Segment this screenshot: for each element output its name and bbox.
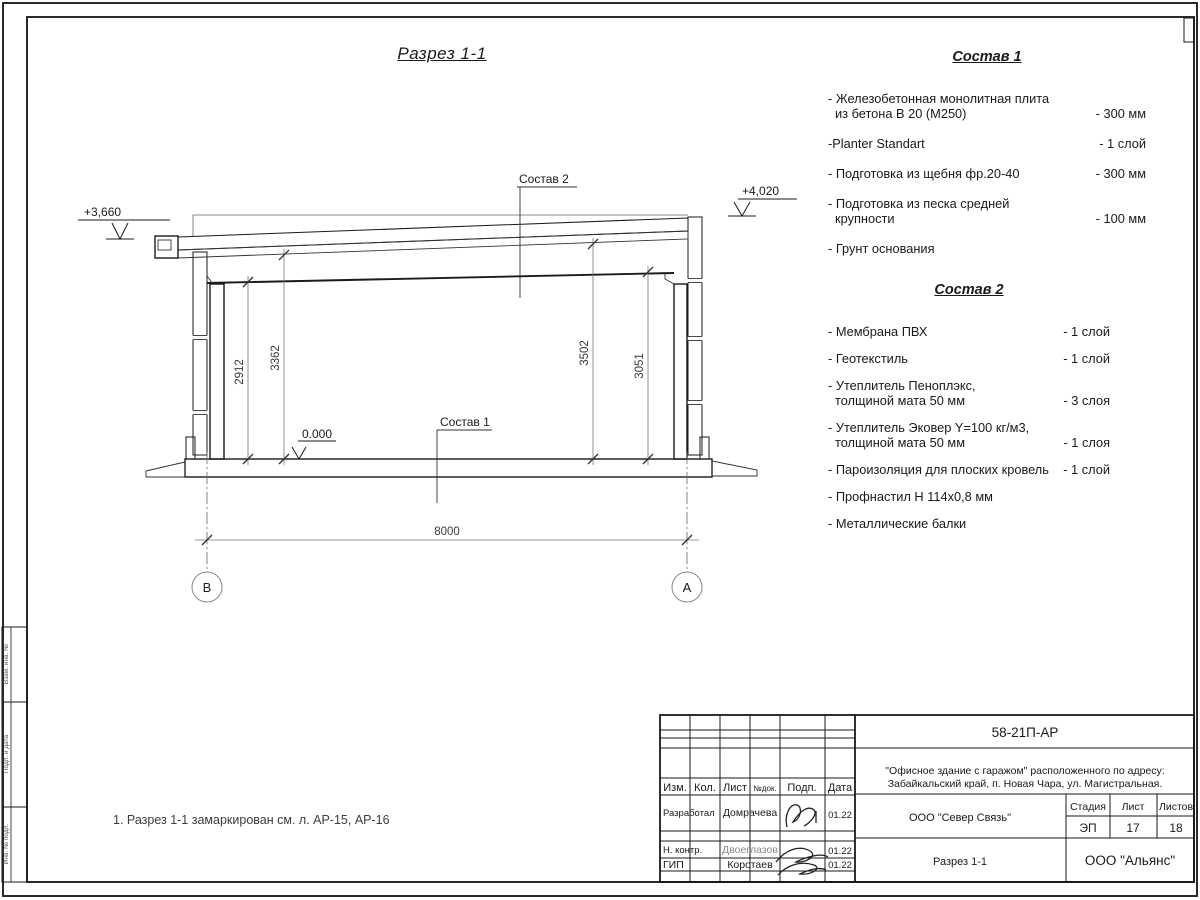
- svg-text:3051: 3051: [634, 353, 646, 379]
- left-wall-joints: [193, 336, 208, 415]
- name-dvoeglazov: Двоеглазов: [722, 844, 778, 856]
- list-item: [828, 516, 1110, 531]
- item-text: - Железобетонная монолитная плита: [828, 91, 1050, 106]
- date-1: 01.22: [828, 810, 852, 821]
- role-gip: ГИП: [663, 859, 684, 871]
- side-label-podp: Подп. и дата: [3, 734, 10, 774]
- item-value: - 1 слой: [1063, 351, 1110, 366]
- name-korotaev: Коротаев: [727, 859, 773, 871]
- name-domracheva: Домрачева: [722, 807, 778, 819]
- item-text2: толщиной мата 50 мм: [835, 393, 965, 408]
- sheet-value: 17: [1126, 821, 1140, 835]
- beam-corbel-right: [665, 273, 674, 284]
- svg-text:2912: 2912: [234, 359, 246, 385]
- stage-value: ЭП: [1079, 821, 1097, 835]
- dimension-span: [195, 526, 699, 545]
- col-kol: Кол.: [694, 782, 716, 794]
- axis-letter-right: А: [682, 580, 692, 595]
- list-item: [828, 91, 1146, 121]
- dimension-3051: [634, 266, 653, 465]
- item-value: - 300 мм: [1095, 106, 1146, 121]
- list-item: [828, 324, 1110, 339]
- section-title: Разрез 1-1: [397, 44, 487, 63]
- item-value: - 1 слой: [1099, 136, 1146, 151]
- eave-gutter: [155, 236, 178, 258]
- project-line2: Забайкальский край, п. Новая Чара, ул. Магистральная.: [887, 778, 1163, 790]
- plinth-left: [186, 437, 195, 459]
- item-text: - Подготовка из песка средней: [828, 196, 1010, 211]
- elevation-right: [728, 184, 797, 216]
- company: ООО "Север Связь": [908, 812, 1012, 824]
- item-text: - Подготовка из щебня фр.20-40: [828, 166, 1020, 181]
- svg-text:3362: 3362: [270, 345, 282, 371]
- item-value: - 3 слоя: [1063, 393, 1110, 408]
- svg-text:0.000: 0.000: [302, 427, 333, 441]
- side-label-inv: Инв. № подл.: [3, 823, 10, 865]
- sostav2-list: [828, 283, 1110, 543]
- item-text2: из бетона В 20 (М250): [835, 106, 967, 121]
- item-value: - 1 слоя: [1063, 435, 1110, 450]
- item-value: - 100 мм: [1095, 211, 1146, 226]
- axis-letter-left: В: [202, 580, 212, 595]
- sostav2-title: Состав 2: [934, 282, 1004, 298]
- date-2: 01.22: [828, 846, 852, 857]
- column-left: [210, 284, 224, 459]
- dimension-2912: [234, 276, 253, 465]
- item-value: - 1 слой: [1063, 324, 1110, 339]
- right-wall: [688, 217, 702, 455]
- svg-text:+4,020: +4,020: [742, 184, 780, 198]
- list-item: [828, 241, 1146, 256]
- sheet-note: 1. Разрез 1-1 замаркирован см. л. АР-15, АР-16: [113, 813, 390, 827]
- right-wall-joints: [688, 279, 703, 405]
- item-value: - 300 мм: [1095, 166, 1146, 181]
- item-text2: толщиной мата 50 мм: [835, 435, 965, 450]
- col-data: Дата: [827, 782, 853, 794]
- org-name: ООО "Альянс": [1084, 853, 1176, 868]
- role-razrabotal: Разработал: [663, 808, 715, 819]
- left-wall: [193, 252, 207, 455]
- item-text: - Мембрана ПВХ: [828, 324, 928, 339]
- drawing-name: Разрез 1-1: [932, 856, 988, 868]
- list-item: [828, 196, 1146, 226]
- title-block: [660, 715, 1194, 882]
- item-text: - Утеплитель Эковер Y=100 кг/м3,: [828, 420, 1030, 435]
- list-item: [828, 462, 1110, 477]
- item-text: -Planter Standart: [828, 136, 925, 151]
- roof-beam: [207, 273, 674, 283]
- sheet-label: Лист: [1121, 801, 1145, 813]
- sostav1-list: [828, 50, 1146, 271]
- floor-slab: [185, 459, 712, 477]
- sheets-value: 18: [1169, 821, 1183, 835]
- item-value: - 1 слой: [1063, 462, 1110, 477]
- ground-right: [712, 461, 757, 476]
- roof-deck: [178, 231, 688, 258]
- svg-text:+3,660: +3,660: [84, 205, 122, 219]
- sostav1-title: Состав 1: [952, 49, 1022, 65]
- list-item: [828, 136, 1146, 151]
- col-izm: Изм.: [663, 782, 687, 794]
- item-text: - Грунт основания: [828, 241, 935, 256]
- dim-8000: 8000: [434, 526, 460, 538]
- svg-text:Состав 1: Состав 1: [440, 415, 490, 429]
- item-text: - Профнастил Н 114х0,8 мм: [828, 489, 993, 504]
- doc-number: 58-21П-АР: [991, 725, 1059, 740]
- elevation-left: [78, 205, 170, 239]
- ground-left: [146, 462, 185, 477]
- col-podp: Подп.: [787, 782, 817, 794]
- list-item: [828, 166, 1146, 181]
- item-text: - Геотекстиль: [828, 351, 908, 366]
- svg-text:Состав 2: Состав 2: [519, 172, 569, 186]
- list-item: [828, 489, 1110, 504]
- col-list: Лист: [723, 782, 747, 794]
- side-stamp: [2, 627, 27, 882]
- elevation-zero: [292, 427, 336, 459]
- plinth-right: [700, 437, 709, 459]
- side-label-vzam: Взам. инв. №: [3, 643, 10, 685]
- svg-text:3502: 3502: [579, 340, 591, 366]
- list-item: [828, 420, 1110, 450]
- signature-1: [786, 805, 816, 827]
- col-ndok: №док.: [753, 784, 777, 793]
- item-text2: крупности: [835, 211, 895, 226]
- item-text: - Утеплитель Пеноплэкс,: [828, 378, 976, 393]
- item-text: - Пароизоляция для плоских кровель: [828, 462, 1049, 477]
- section-drawing: [78, 172, 797, 602]
- project-line1: "Офисное здание с гаражом" расположенного по адресу:: [885, 765, 1165, 777]
- corner-stamp-box: [1184, 18, 1194, 42]
- sheets-label: Листов: [1158, 801, 1194, 813]
- item-text: - Металлические балки: [828, 516, 967, 531]
- date-3: 01.22: [828, 860, 852, 871]
- list-item: [828, 378, 1110, 408]
- stage-label: Стадия: [1070, 801, 1106, 813]
- role-nkontr: Н. контр.: [663, 845, 703, 856]
- dimension-3502: [579, 238, 598, 465]
- list-item: [828, 351, 1110, 366]
- column-right: [674, 284, 687, 459]
